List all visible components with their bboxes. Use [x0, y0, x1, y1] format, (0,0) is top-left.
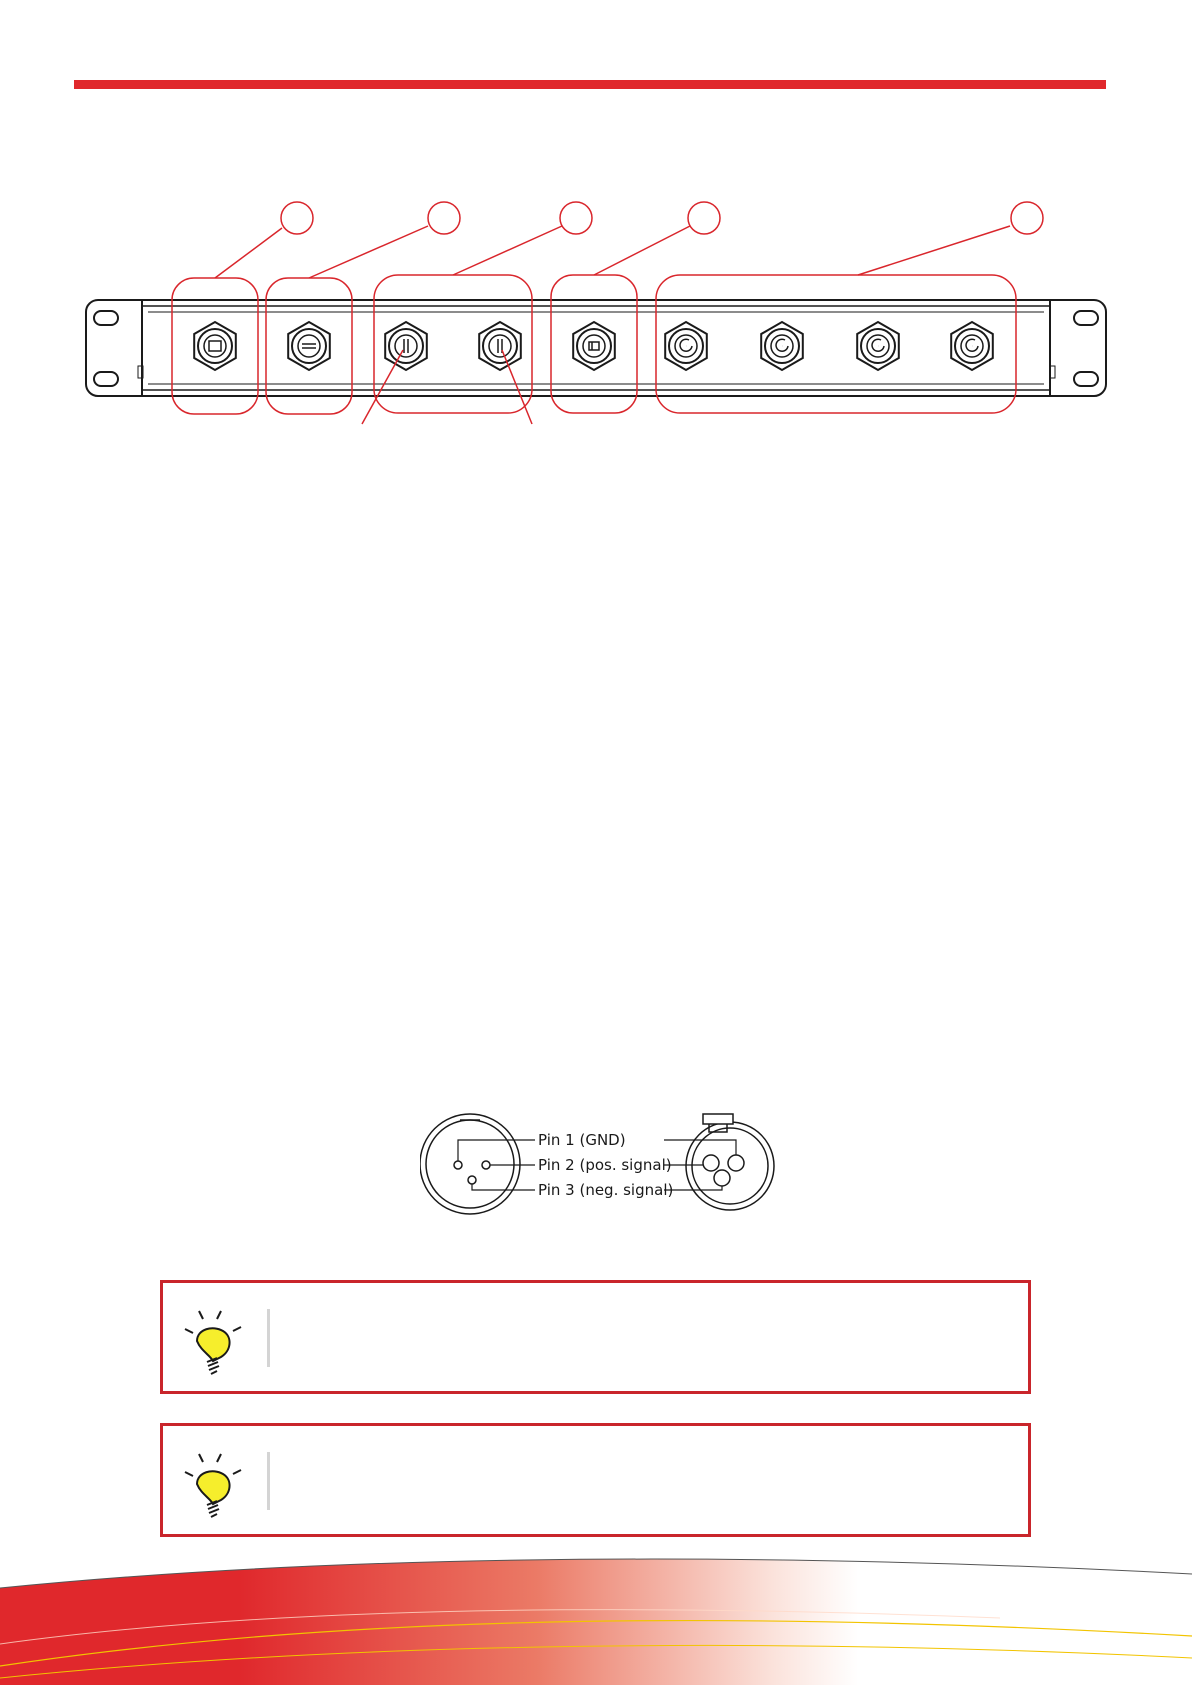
- xlr-pinout-diagram: [420, 1108, 780, 1218]
- xlr-male-connector: [420, 1114, 520, 1214]
- lightbulb-icon: [177, 1448, 249, 1520]
- panel-connector: [194, 322, 236, 370]
- tip-separator: [267, 1309, 270, 1367]
- group-outline-2: [266, 278, 352, 414]
- callout-5: [1011, 202, 1043, 234]
- panel-connector: [951, 322, 993, 370]
- leader-lines: [215, 226, 1010, 424]
- group-outline-3: [374, 275, 532, 413]
- callout-2: [428, 202, 460, 234]
- pin-2-label: Pin 2 (pos. signal): [538, 1156, 672, 1174]
- group-outline-5: [656, 275, 1016, 413]
- female-pin-1: [728, 1155, 744, 1171]
- callout-1: [281, 202, 313, 234]
- tip-separator: [267, 1452, 270, 1510]
- rear-panel-drawing: [0, 0, 1192, 470]
- panel-connector: [665, 322, 707, 370]
- rack-chassis: [86, 300, 1106, 396]
- panel-connector: [385, 322, 427, 370]
- pin-1-label: Pin 1 (GND): [538, 1131, 626, 1149]
- callout-3: [560, 202, 592, 234]
- male-pin-3: [468, 1176, 476, 1184]
- male-pin-2: [482, 1161, 490, 1169]
- tip-box-2: [160, 1423, 1031, 1537]
- xlr-female-connector: [686, 1114, 774, 1210]
- lightbulb-icon: [177, 1305, 249, 1377]
- group-outline-4: [551, 275, 637, 413]
- callout-circles: [281, 202, 1043, 234]
- group-outline-1: [172, 278, 258, 414]
- panel-connector: [573, 322, 615, 370]
- callout-4: [688, 202, 720, 234]
- tip-box-1: [160, 1280, 1031, 1394]
- pin-3-label: Pin 3 (neg. signal): [538, 1181, 674, 1199]
- panel-connector: [761, 322, 803, 370]
- footer-swoosh: [0, 1548, 1192, 1685]
- male-pin-1: [454, 1161, 462, 1169]
- female-pin-2: [703, 1155, 719, 1171]
- panel-connector: [479, 322, 521, 370]
- connector-row: [194, 322, 993, 370]
- panel-connector: [857, 322, 899, 370]
- female-pin-3: [714, 1170, 730, 1186]
- panel-connector: [288, 322, 330, 370]
